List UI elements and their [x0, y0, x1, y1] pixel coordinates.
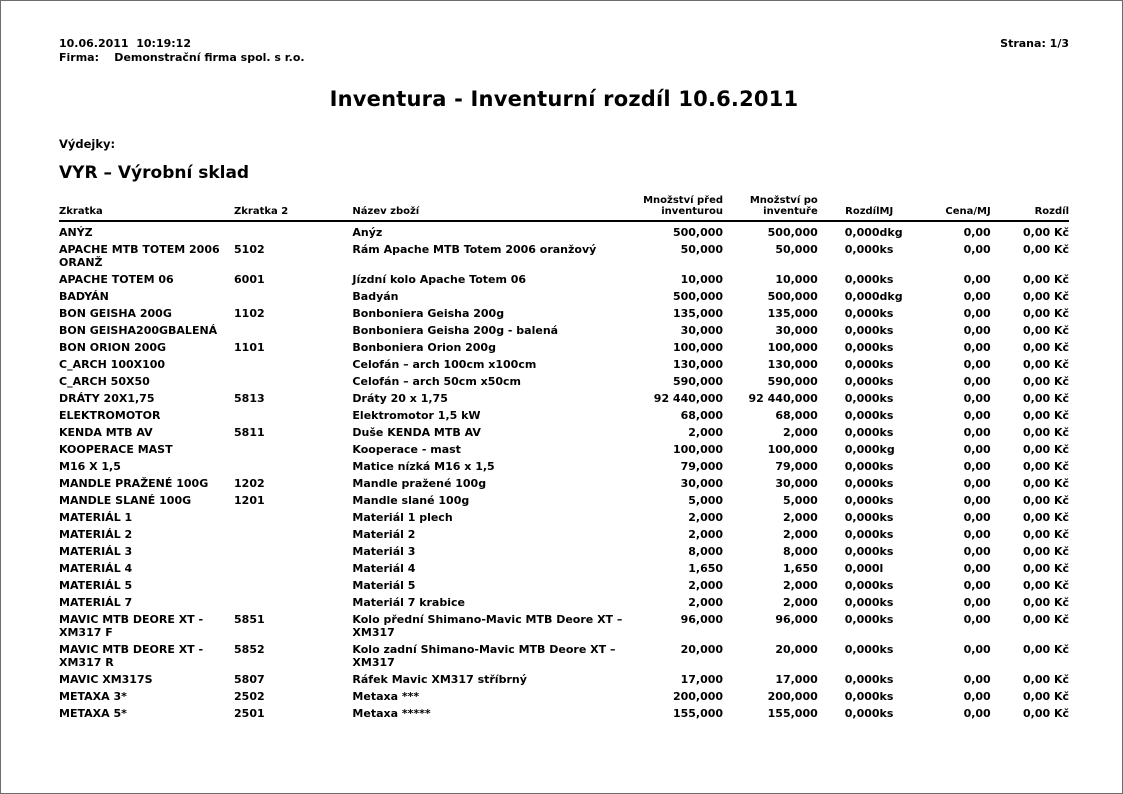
cell-mj: ks — [879, 545, 894, 558]
cell-rozdil: 0,000 — [844, 494, 880, 507]
cell-cena-mj: 0,00 — [963, 511, 991, 524]
cell-zkratka: MAVIC MTB DEORE XT - XM317 R — [59, 643, 204, 669]
cell-zkratka-2 — [234, 509, 352, 526]
cell-zkratka: BON GEISHA 200G — [59, 307, 172, 320]
cell-zkratka-2: 2502 — [234, 690, 265, 703]
cell-rozdil-kc: 0,00 Kč — [1022, 443, 1069, 456]
cell-zkratka: ANÝZ — [59, 226, 93, 239]
cell-rozdil-kc: 0,00 Kč — [1022, 690, 1069, 703]
inventory-table — [59, 195, 1069, 722]
cell-mj: ks — [879, 307, 894, 320]
cell-nazev: Duše KENDA MTB AV — [352, 426, 481, 439]
cell-nazev: Metaxa *** — [352, 690, 420, 703]
cell-zkratka-2 — [234, 543, 352, 560]
col-nazev: Název zboží — [352, 195, 628, 221]
cell-zkratka-2: 1102 — [234, 307, 265, 320]
cell-nazev: Kolo přední Shimano-Mavic MTB Deore XT – XM317 — [352, 613, 623, 639]
cell-zkratka-2: 5807 — [234, 673, 265, 686]
cell-rozdil-kc: 0,00 Kč — [1022, 707, 1069, 720]
cell-rozdil: 0,000 — [844, 358, 880, 371]
warehouse-heading: VYR – Výrobní sklad — [59, 163, 250, 183]
cell-zkratka: MANDLE PRAŽENÉ 100G — [59, 477, 209, 490]
cell-rozdil-kc: 0,00 Kč — [1022, 511, 1069, 524]
cell-mj: ks — [879, 613, 894, 626]
col-zkratka: Zkratka — [59, 195, 234, 221]
col-rozdil-kc: Rozdíl — [991, 195, 1069, 221]
cell-rozdil: 0,000 — [844, 290, 880, 303]
cell-mnozstvi-pred: 20,000 — [680, 643, 724, 656]
cell-mnozstvi-po: 135,000 — [767, 307, 818, 320]
cell-rozdil-kc: 0,00 Kč — [1022, 545, 1069, 558]
cell-rozdil: 0,000 — [844, 273, 880, 286]
cell-mj: dkg — [879, 290, 903, 303]
cell-mnozstvi-pred: 2,000 — [688, 511, 724, 524]
cell-zkratka: ELEKTROMOTOR — [59, 409, 161, 422]
table-row — [59, 271, 1069, 288]
cell-nazev: Materiál 7 krabice — [352, 596, 465, 609]
table-row — [59, 543, 1069, 560]
cell-zkratka-2 — [234, 577, 352, 594]
table-row — [59, 241, 1069, 271]
cell-mnozstvi-pred: 5,000 — [688, 494, 724, 507]
cell-cena-mj: 0,00 — [963, 426, 991, 439]
cell-rozdil-kc: 0,00 Kč — [1022, 324, 1069, 337]
cell-mnozstvi-pred: 135,000 — [672, 307, 724, 320]
cell-rozdil-kc: 0,00 Kč — [1022, 460, 1069, 473]
cell-mj: ks — [879, 707, 894, 720]
cell-nazev: Jízdní kolo Apache Totem 06 — [352, 273, 527, 286]
col-mnozstvi-pred — [628, 195, 723, 221]
cell-zkratka-2 — [234, 356, 352, 373]
cell-nazev: Kooperace - mast — [352, 443, 461, 456]
table-row — [59, 594, 1069, 611]
cell-mj: kg — [879, 443, 895, 456]
cell-mnozstvi-pred: 30,000 — [680, 477, 724, 490]
cell-rozdil-kc: 0,00 Kč — [1022, 273, 1069, 286]
cell-mnozstvi-po: 200,000 — [767, 690, 818, 703]
table-row — [59, 475, 1069, 492]
cell-rozdil: 0,000 — [844, 409, 880, 422]
table-row — [59, 373, 1069, 390]
col-mnozstvi-po-line2: inventuře — [763, 206, 818, 217]
cell-rozdil: 0,000 — [844, 511, 880, 524]
cell-rozdil-kc: 0,00 Kč — [1022, 528, 1069, 541]
cell-mj: ks — [879, 494, 894, 507]
cell-nazev: Materiál 3 — [352, 545, 416, 558]
table-row — [59, 705, 1069, 722]
cell-zkratka-2 — [234, 322, 352, 339]
vydejky-label: Výdejky: — [59, 137, 116, 151]
col-mj: MJ — [880, 195, 919, 221]
cell-rozdil: 0,000 — [844, 375, 880, 388]
cell-rozdil-kc: 0,00 Kč — [1022, 673, 1069, 686]
cell-mnozstvi-po: 17,000 — [775, 673, 818, 686]
cell-nazev: Mandle pražené 100g — [352, 477, 487, 490]
cell-zkratka-2 — [234, 594, 352, 611]
cell-mnozstvi-po: 500,000 — [767, 226, 818, 239]
cell-rozdil-kc: 0,00 Kč — [1022, 341, 1069, 354]
cell-zkratka-2: 6001 — [234, 273, 265, 286]
cell-zkratka: METAXA 5* — [59, 707, 127, 720]
cell-rozdil: 0,000 — [844, 226, 880, 239]
cell-nazev: Anýz — [352, 226, 383, 239]
cell-zkratka: APACHE MTB TOTEM 2006 ORANŽ — [59, 243, 220, 269]
cell-rozdil: 0,000 — [844, 324, 880, 337]
cell-mj: ks — [879, 426, 894, 439]
cell-rozdil: 0,000 — [844, 443, 880, 456]
cell-zkratka-2: 5811 — [234, 426, 265, 439]
cell-mj: ks — [879, 596, 894, 609]
cell-zkratka: METAXA 3* — [59, 690, 127, 703]
cell-cena-mj: 0,00 — [963, 375, 991, 388]
cell-nazev: Elektromotor 1,5 kW — [352, 409, 481, 422]
cell-mj: ks — [879, 409, 894, 422]
cell-zkratka: MATERIÁL 2 — [59, 528, 133, 541]
cell-zkratka: MANDLE SLANÉ 100G — [59, 494, 192, 507]
cell-rozdil-kc: 0,00 Kč — [1022, 579, 1069, 592]
cell-mj: ks — [879, 673, 894, 686]
cell-cena-mj: 0,00 — [963, 226, 991, 239]
table-header — [59, 195, 1069, 221]
cell-mnozstvi-po: 2,000 — [782, 528, 818, 541]
cell-nazev: Dráty 20 x 1,75 — [352, 392, 448, 405]
cell-zkratka-2: 5852 — [234, 643, 265, 656]
cell-zkratka: DRÁTY 20X1,75 — [59, 392, 155, 405]
cell-nazev: Metaxa ***** — [352, 707, 431, 720]
cell-nazev: Celofán – arch 50cm x50cm — [352, 375, 521, 388]
col-mnozstvi-po — [723, 195, 818, 221]
cell-cena-mj: 0,00 — [963, 579, 991, 592]
cell-rozdil: 0,000 — [844, 426, 880, 439]
cell-rozdil: 0,000 — [844, 643, 880, 656]
cell-rozdil-kc: 0,00 Kč — [1022, 392, 1069, 405]
cell-mnozstvi-po: 20,000 — [775, 643, 818, 656]
cell-nazev: Bonboniera Geisha 200g — [352, 307, 505, 320]
cell-rozdil: 0,000 — [844, 562, 880, 575]
cell-mnozstvi-po: 1,650 — [782, 562, 818, 575]
cell-mnozstvi-pred: 2,000 — [688, 579, 724, 592]
table-row — [59, 221, 1069, 241]
cell-mnozstvi-po: 2,000 — [782, 426, 818, 439]
cell-mnozstvi-pred: 200,000 — [672, 690, 724, 703]
cell-zkratka: C_ARCH 50X50 — [59, 375, 150, 388]
cell-rozdil-kc: 0,00 Kč — [1022, 426, 1069, 439]
table-row — [59, 288, 1069, 305]
cell-cena-mj: 0,00 — [963, 243, 991, 256]
table-row — [59, 441, 1069, 458]
cell-rozdil-kc: 0,00 Kč — [1022, 226, 1069, 239]
report-sheet — [59, 37, 1069, 722]
cell-cena-mj: 0,00 — [963, 643, 991, 656]
cell-cena-mj: 0,00 — [963, 307, 991, 320]
print-datetime: 10.06.2011 10:19:12 — [59, 37, 191, 50]
cell-cena-mj: 0,00 — [963, 528, 991, 541]
table-row — [59, 560, 1069, 577]
cell-mnozstvi-pred: 50,000 — [680, 243, 724, 256]
cell-rozdil-kc: 0,00 Kč — [1022, 375, 1069, 388]
table-body — [59, 221, 1069, 722]
cell-zkratka-2 — [234, 221, 352, 241]
cell-mnozstvi-pred: 500,000 — [672, 226, 724, 239]
cell-zkratka: MATERIÁL 1 — [59, 511, 133, 524]
cell-rozdil: 0,000 — [844, 673, 880, 686]
cell-nazev: Matice nízká M16 x 1,5 — [352, 460, 495, 473]
cell-mj: ks — [879, 243, 894, 256]
table-row — [59, 305, 1069, 322]
col-cena-mj: Cena/MJ — [919, 195, 991, 221]
cell-rozdil: 0,000 — [844, 613, 880, 626]
cell-mnozstvi-pred: 30,000 — [680, 324, 724, 337]
cell-zkratka: KENDA MTB AV — [59, 426, 153, 439]
company-name: Firma: Demonstrační firma spol. s r.o. — [59, 51, 305, 64]
cell-mnozstvi-po: 30,000 — [775, 324, 818, 337]
cell-rozdil-kc: 0,00 Kč — [1022, 613, 1069, 626]
cell-cena-mj: 0,00 — [963, 358, 991, 371]
table-row — [59, 526, 1069, 543]
cell-mnozstvi-pred: 96,000 — [680, 613, 724, 626]
table-row — [59, 458, 1069, 475]
cell-rozdil-kc: 0,00 Kč — [1022, 290, 1069, 303]
cell-nazev: Badyán — [352, 290, 399, 303]
cell-cena-mj: 0,00 — [963, 545, 991, 558]
cell-zkratka-2 — [234, 441, 352, 458]
cell-rozdil: 0,000 — [844, 707, 880, 720]
cell-rozdil-kc: 0,00 Kč — [1022, 243, 1069, 256]
cell-rozdil: 0,000 — [844, 690, 880, 703]
cell-mnozstvi-po: 79,000 — [775, 460, 818, 473]
table-row — [59, 356, 1069, 373]
table-row — [59, 509, 1069, 526]
table-row — [59, 577, 1069, 594]
cell-mnozstvi-po: 10,000 — [775, 273, 818, 286]
cell-mnozstvi-pred: 79,000 — [680, 460, 724, 473]
cell-rozdil-kc: 0,00 Kč — [1022, 596, 1069, 609]
cell-rozdil-kc: 0,00 Kč — [1022, 477, 1069, 490]
cell-mnozstvi-pred: 2,000 — [688, 596, 724, 609]
cell-zkratka-2 — [234, 458, 352, 475]
cell-mnozstvi-pred: 590,000 — [672, 375, 724, 388]
cell-nazev: Bonboniera Orion 200g — [352, 341, 496, 354]
table-row — [59, 424, 1069, 441]
cell-zkratka: BON GEISHA200GBALENÁ — [59, 324, 218, 337]
page-title: Inventura - Inventurní rozdíl 10.6.2011 — [329, 87, 799, 111]
cell-mnozstvi-po: 130,000 — [767, 358, 818, 371]
cell-mnozstvi-pred: 17,000 — [680, 673, 724, 686]
cell-mnozstvi-po: 92 440,000 — [748, 392, 818, 405]
cell-zkratka-2: 1101 — [234, 341, 265, 354]
cell-mnozstvi-po: 68,000 — [775, 409, 818, 422]
cell-zkratka: BON ORION 200G — [59, 341, 167, 354]
cell-nazev: Celofán – arch 100cm x100cm — [352, 358, 537, 371]
table-row — [59, 671, 1069, 688]
col-rozdil: Rozdíl — [818, 195, 880, 221]
cell-rozdil-kc: 0,00 Kč — [1022, 643, 1069, 656]
cell-cena-mj: 0,00 — [963, 290, 991, 303]
page-number: Strana: 1/3 — [1000, 37, 1069, 50]
cell-cena-mj: 0,00 — [963, 392, 991, 405]
cell-zkratka-2 — [234, 560, 352, 577]
cell-zkratka-2: 2501 — [234, 707, 265, 720]
cell-nazev: Materiál 5 — [352, 579, 416, 592]
cell-nazev: Materiál 4 — [352, 562, 416, 575]
cell-mj: ks — [879, 460, 894, 473]
cell-mnozstvi-po: 5,000 — [782, 494, 818, 507]
cell-mnozstvi-po: 100,000 — [767, 443, 818, 456]
cell-zkratka-2 — [234, 373, 352, 390]
cell-mnozstvi-po: 50,000 — [775, 243, 818, 256]
cell-mnozstvi-pred: 100,000 — [672, 443, 724, 456]
cell-mj: ks — [879, 358, 894, 371]
cell-zkratka: MAVIC XM317S — [59, 673, 153, 686]
cell-zkratka-2: 5102 — [234, 243, 265, 256]
cell-nazev: Materiál 1 plech — [352, 511, 453, 524]
header-left — [59, 37, 305, 65]
col-mnozstvi-po-line1: Množství po — [749, 195, 818, 206]
cell-mnozstvi-pred: 1,650 — [688, 562, 724, 575]
col-mnozstvi-pred-line2: inventurou — [661, 206, 724, 217]
table-row — [59, 688, 1069, 705]
cell-cena-mj: 0,00 — [963, 596, 991, 609]
cell-cena-mj: 0,00 — [963, 443, 991, 456]
cell-mj: ks — [879, 375, 894, 388]
cell-zkratka: MATERIÁL 4 — [59, 562, 133, 575]
cell-mnozstvi-pred: 2,000 — [688, 426, 724, 439]
cell-rozdil: 0,000 — [844, 307, 880, 320]
cell-mnozstvi-po: 155,000 — [767, 707, 818, 720]
cell-zkratka-2 — [234, 407, 352, 424]
cell-rozdil: 0,000 — [844, 460, 880, 473]
cell-mj: ks — [879, 528, 894, 541]
cell-rozdil: 0,000 — [844, 579, 880, 592]
cell-mnozstvi-pred: 155,000 — [672, 707, 724, 720]
cell-rozdil-kc: 0,00 Kč — [1022, 562, 1069, 575]
cell-nazev: Bonboniera Geisha 200g - balená — [352, 324, 559, 337]
cell-rozdil-kc: 0,00 Kč — [1022, 358, 1069, 371]
cell-mj: ks — [879, 273, 894, 286]
cell-mj: ks — [879, 579, 894, 592]
cell-cena-mj: 0,00 — [963, 673, 991, 686]
cell-rozdil: 0,000 — [844, 341, 880, 354]
cell-cena-mj: 0,00 — [963, 613, 991, 626]
cell-zkratka-2: 5851 — [234, 613, 265, 626]
cell-zkratka-2 — [234, 288, 352, 305]
cell-mnozstvi-pred: 10,000 — [680, 273, 724, 286]
cell-mj: ks — [879, 511, 894, 524]
cell-mnozstvi-pred: 8,000 — [688, 545, 724, 558]
cell-mnozstvi-po: 8,000 — [782, 545, 818, 558]
cell-rozdil: 0,000 — [844, 243, 880, 256]
cell-mj: ks — [879, 341, 894, 354]
cell-rozdil-kc: 0,00 Kč — [1022, 307, 1069, 320]
cell-mnozstvi-pred: 68,000 — [680, 409, 724, 422]
cell-zkratka: MATERIÁL 5 — [59, 579, 133, 592]
col-zkratka-2: Zkratka 2 — [234, 195, 352, 221]
cell-zkratka: APACHE TOTEM 06 — [59, 273, 174, 286]
cell-nazev: Rám Apache MTB Totem 2006 oranžový — [352, 243, 597, 256]
cell-zkratka-2 — [234, 526, 352, 543]
cell-zkratka-2: 1202 — [234, 477, 265, 490]
cell-mnozstvi-po: 30,000 — [775, 477, 818, 490]
table-row — [59, 492, 1069, 509]
cell-mnozstvi-po: 96,000 — [775, 613, 818, 626]
cell-mj: ks — [879, 477, 894, 490]
cell-rozdil: 0,000 — [844, 545, 880, 558]
cell-rozdil: 0,000 — [844, 528, 880, 541]
cell-rozdil-kc: 0,00 Kč — [1022, 409, 1069, 422]
table-row — [59, 339, 1069, 356]
cell-cena-mj: 0,00 — [963, 707, 991, 720]
cell-zkratka-2: 1201 — [234, 494, 265, 507]
col-mnozstvi-pred-line1: Množství před — [643, 195, 724, 206]
cell-mj: ks — [879, 690, 894, 703]
cell-mnozstvi-pred: 500,000 — [672, 290, 724, 303]
cell-mnozstvi-po: 2,000 — [782, 579, 818, 592]
table-row — [59, 641, 1069, 671]
cell-cena-mj: 0,00 — [963, 562, 991, 575]
table-row — [59, 322, 1069, 339]
cell-mnozstvi-po: 100,000 — [767, 341, 818, 354]
cell-cena-mj: 0,00 — [963, 690, 991, 703]
cell-mj: ks — [879, 392, 894, 405]
cell-mj: dkg — [879, 226, 903, 239]
cell-zkratka: MATERIÁL 3 — [59, 545, 133, 558]
cell-cena-mj: 0,00 — [963, 477, 991, 490]
cell-nazev: Kolo zadní Shimano-Mavic MTB Deore XT – XM317 — [352, 643, 616, 669]
cell-zkratka: KOOPERACE MAST — [59, 443, 173, 456]
cell-cena-mj: 0,00 — [963, 324, 991, 337]
cell-cena-mj: 0,00 — [963, 409, 991, 422]
cell-nazev: Materiál 2 — [352, 528, 416, 541]
cell-cena-mj: 0,00 — [963, 273, 991, 286]
cell-mnozstvi-po: 2,000 — [782, 596, 818, 609]
cell-mj: ks — [879, 643, 894, 656]
cell-mj: l — [879, 562, 884, 575]
cell-mnozstvi-po: 590,000 — [767, 375, 818, 388]
cell-rozdil: 0,000 — [844, 596, 880, 609]
cell-mnozstvi-po: 500,000 — [767, 290, 818, 303]
table-row — [59, 390, 1069, 407]
cell-mj: ks — [879, 324, 894, 337]
cell-rozdil: 0,000 — [844, 392, 880, 405]
cell-mnozstvi-po: 2,000 — [782, 511, 818, 524]
cell-cena-mj: 0,00 — [963, 341, 991, 354]
report-header — [59, 37, 1069, 65]
cell-nazev: Ráfek Mavic XM317 stříbrný — [352, 673, 527, 686]
cell-mnozstvi-pred: 2,000 — [688, 528, 724, 541]
table-row — [59, 407, 1069, 424]
cell-nazev: Mandle slané 100g — [352, 494, 470, 507]
cell-zkratka-2: 5813 — [234, 392, 265, 405]
cell-cena-mj: 0,00 — [963, 460, 991, 473]
cell-mnozstvi-pred: 92 440,000 — [653, 392, 724, 405]
cell-mnozstvi-pred: 100,000 — [672, 341, 724, 354]
cell-zkratka: M16 X 1,5 — [59, 460, 121, 473]
cell-zkratka: BADYÁN — [59, 290, 109, 303]
cell-zkratka: MATERIÁL 7 — [59, 596, 133, 609]
cell-rozdil: 0,000 — [844, 477, 880, 490]
cell-zkratka: C_ARCH 100X100 — [59, 358, 166, 371]
table-row — [59, 611, 1069, 641]
cell-rozdil-kc: 0,00 Kč — [1022, 494, 1069, 507]
cell-zkratka: MAVIC MTB DEORE XT - XM317 F — [59, 613, 204, 639]
cell-cena-mj: 0,00 — [963, 494, 991, 507]
cell-mnozstvi-pred: 130,000 — [672, 358, 724, 371]
